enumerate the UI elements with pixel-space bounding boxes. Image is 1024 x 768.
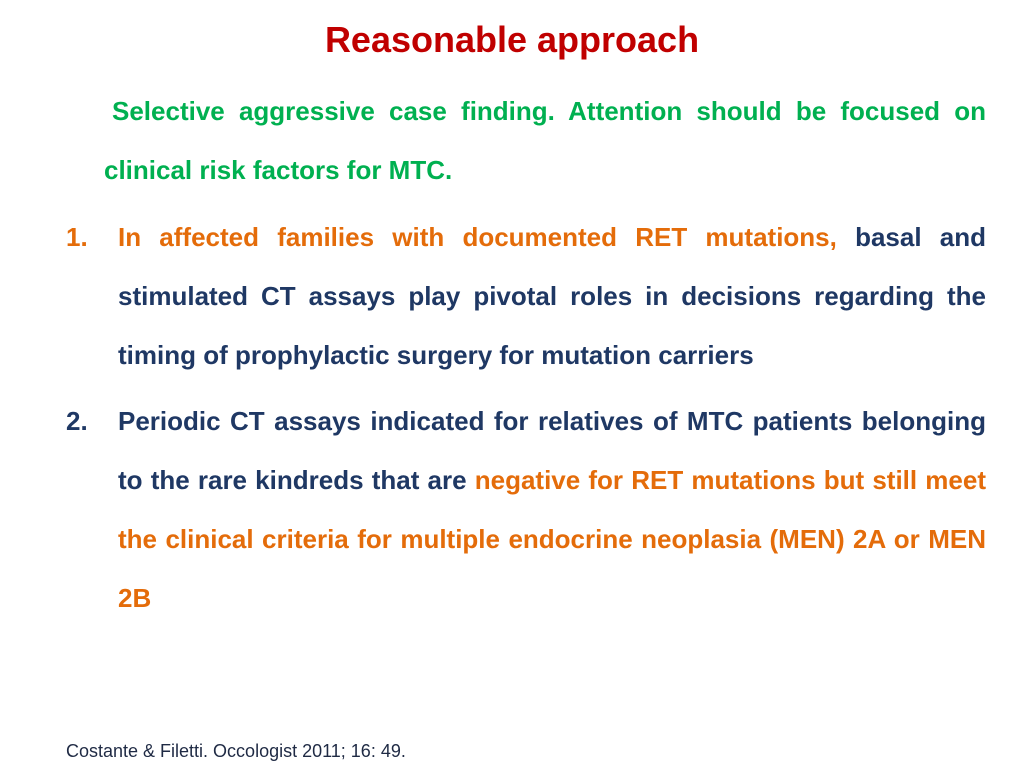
citation: Costante & Filetti. Occologist 2011; 16: 49.	[66, 741, 406, 761]
list-item-segment: In affected families with documented RET mutations,	[118, 222, 837, 252]
list-item-text	[118, 392, 986, 628]
list-item-text	[118, 208, 986, 385]
list-item-segment: Periodic CT assays indicated for relatives of MTC patients belonging to the rare kindreds that are	[118, 406, 986, 495]
list-item-segment: basal and stimulated CT assays play pivotal roles in decisions regarding the timing of prophylactic surgery for mutation carriers	[118, 222, 986, 370]
list-item-number: 2.	[66, 406, 88, 436]
list-item-number: 1.	[66, 222, 88, 252]
list-item-segment: negative for RET mutations but still meet the clinical criteria for multiple endocrine neoplasia (MEN) 2A or MEN 2B	[118, 465, 986, 613]
intro-paragraph: Selective aggressive case finding. Attention should be focused on clinical risk factors for MTC.	[104, 96, 986, 185]
slide-title: Reasonable approach	[324, 19, 700, 60]
